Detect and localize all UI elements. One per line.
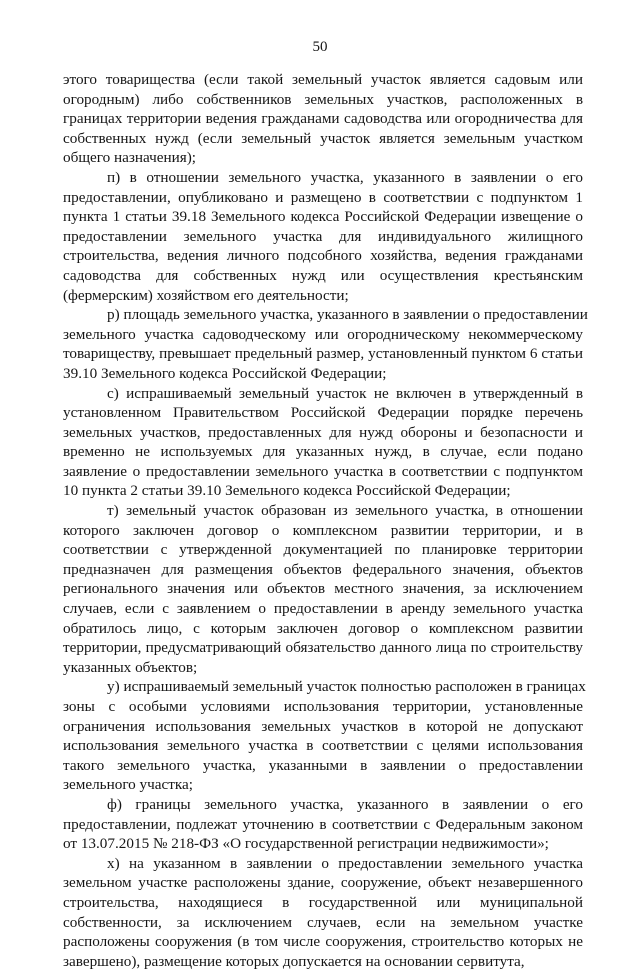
- text-line: такого земельного участка, указанными в заявлении о предоставлении: [63, 756, 583, 774]
- text-line: 39.10 Земельного кодекса Российской Федерации;: [63, 364, 387, 382]
- text-line: указанных объектов;: [63, 658, 198, 676]
- paragraph-item-h: [63, 854, 583, 971]
- text-line: строительства, ведения личного подсобного хозяйства, ведения гражданами: [63, 247, 583, 265]
- text-line: строительства, находящиеся в государственной или муниципальной: [63, 893, 583, 911]
- text-line: предоставлении земельного участка для индивидуального жилищного: [63, 227, 583, 245]
- text-line: огородным) либо собственников земельных участков, расположенных в: [63, 90, 583, 108]
- text-line: заявление о предоставлении земельного участка в соответствии с подпунктом: [63, 462, 583, 480]
- paragraph-item-r: [63, 305, 588, 383]
- text-line: земельного участка садоводческому или огородническому некоммерческому: [63, 325, 583, 343]
- text-line: границах территории ведения гражданами садоводства или огородничества для: [63, 110, 583, 128]
- text-line: территории, предусматривающий обязательство данного лица по строительству: [63, 639, 583, 657]
- text-line: ф) границы земельного участка, указанного в заявлении о его: [107, 795, 583, 813]
- paragraph-item-s: [63, 384, 583, 502]
- text-line: у) испрашиваемый земельный участок полностью расположен в границах: [107, 678, 586, 696]
- text-line: земельного участка;: [63, 776, 194, 794]
- text-line: предоставлении, опубликовано и размещено в соответствии с подпунктом 1: [63, 188, 583, 206]
- paragraph-continuation: [63, 70, 583, 168]
- text-line: зоны с особыми условиями использования территории, установленные: [63, 698, 583, 715]
- text-line: (фермерским) хозяйством его деятельности;: [63, 286, 349, 304]
- text-line: земельных участков, предоставленных для нужд обороны и безопасности и: [63, 423, 583, 441]
- document-body: [63, 70, 588, 971]
- paragraph-item-u: [63, 677, 586, 795]
- text-line: общего назначения);: [63, 149, 197, 167]
- text-line: р) площадь земельного участка, указанного в заявлении о предоставлении: [107, 306, 588, 324]
- text-line: соответствии с утвержденной документацией по планировке территории: [63, 541, 583, 559]
- text-line: пункта 1 статьи 39.18 Земельного кодекса Российской Федерации извещение о: [63, 208, 583, 226]
- text-line: собственности, за исключением случаев, если на земельном участке: [63, 913, 583, 931]
- text-line: предназначен для размещения объектов федерального значения, объектов: [63, 560, 583, 578]
- paragraph-item-t: [63, 501, 583, 677]
- text-line: собственных нужд (если земельный участок является земельным участком: [63, 129, 583, 147]
- text-line: установленном Правительством Российской Федерации порядке перечень: [63, 404, 583, 422]
- text-line: которого заключен договор о комплексном развитии территории, и в: [63, 521, 583, 539]
- text-line: п) в отношении земельного участка, указанного в заявлении о его: [107, 168, 583, 186]
- text-line: регионального значения или объектов местного значения, за исключением: [63, 580, 583, 598]
- text-line: 10 пункта 2 статьи 39.10 Земельного кодекса Российской Федерации;: [63, 482, 511, 500]
- text-line: товариществу, превышает предельный размер, установленный пунктом 6 статьи: [63, 345, 583, 363]
- text-line: случаев, если с заявлением о предоставлении в аренду земельного участка: [63, 600, 583, 618]
- text-line: предоставлении, подлежат уточнению в соответствии с Федеральным законом: [63, 815, 583, 833]
- page-number: 50: [312, 39, 328, 55]
- text-line: с) испрашиваемый земельный участок не включен в утвержденный в: [107, 384, 583, 402]
- text-line: садоводства для собственных нужд или осуществления крестьянским: [63, 266, 583, 284]
- text-line: х) на указанном в заявлении о предоставлении земельного участка: [107, 854, 583, 872]
- text-line: завершено), размещение которых допускается на основании сервитута,: [63, 952, 525, 970]
- text-line: от 13.07.2015 № 218-ФЗ «О государственной регистрации недвижимости»;: [63, 835, 549, 853]
- text-line: использования земельного участка в соответствии с целями использования: [63, 737, 583, 755]
- paragraph-item-f: [63, 795, 583, 854]
- paragraph-item-p: [63, 168, 583, 305]
- text-line: обратилось лицо, с которым заключен договор о комплексном развитии: [63, 619, 583, 637]
- text-line: земельном участке расположены здание, сооружение, объект незавершенного: [63, 874, 583, 892]
- text-line: т) земельный участок образован из земельного участка, в отношении: [107, 502, 583, 520]
- text-line: временно не используемых для указанных нужд, в случае, если подано: [63, 443, 583, 461]
- text-line: ограничения использования земельных участков в которой не допускают: [63, 717, 583, 735]
- text-line: расположены сооружения (в том числе сооружения, строительство которых не: [63, 933, 583, 951]
- text-line: этого товарищества (если такой земельный участок является садовым или: [63, 71, 583, 88]
